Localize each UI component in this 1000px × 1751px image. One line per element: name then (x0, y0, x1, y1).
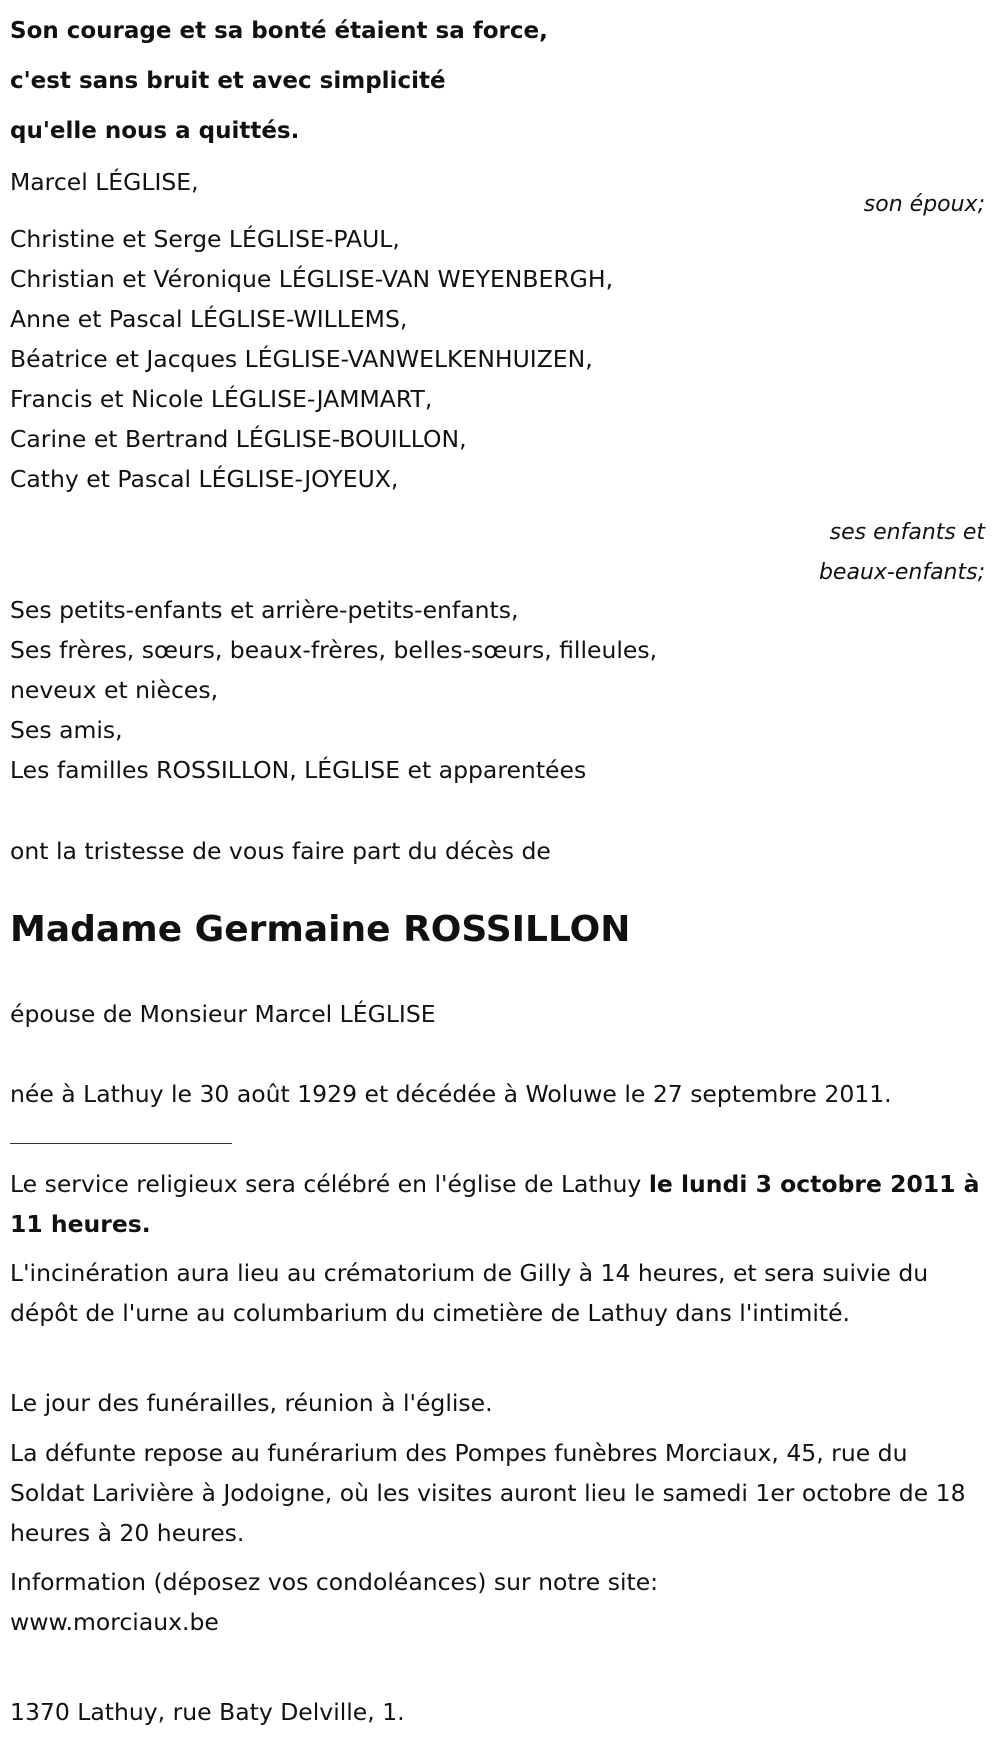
info-paragraph (10, 1562, 985, 1642)
family-line: Ses amis, (10, 716, 123, 744)
child-couple: Christine et Serge LÉGLISE-PAUL, (10, 225, 400, 253)
deceased-name: Madame Germaine ROSSILLON (10, 909, 631, 950)
birth-death (10, 1074, 990, 1114)
announcement (10, 831, 985, 871)
child-couple: Carine et Bertrand LÉGLISE-BOUILLON, (10, 425, 467, 453)
epigraph-line: qu'elle nous a quittés. (10, 118, 300, 144)
children-relation-line: beaux-enfants; (818, 560, 985, 585)
spouse-name: Marcel LÉGLISE, (10, 168, 199, 196)
spouse-relation: son époux; (863, 192, 985, 217)
family-list (10, 590, 985, 790)
service-text: Le service religieux sera célébré en l'église de Lathuy (10, 1170, 649, 1198)
family-line: Ses frères, sœurs, beaux-frères, belles-sœurs, filleules, (10, 636, 658, 664)
epigraph-line: Son courage et sa bonté étaient sa force, (10, 18, 548, 44)
family-line: Les familles ROSSILLON, LÉGLISE et apparentées (10, 756, 587, 784)
service-date: le lundi 3 octobre 2011 à 11 heures. (10, 1170, 980, 1238)
child-couple: Anne et Pascal LÉGLISE-WILLEMS, (10, 305, 408, 333)
family-line: neveux et nièces, (10, 676, 219, 704)
announcement-text: ont la tristesse de vous faire part du décès de (10, 837, 551, 865)
obituary-document (10, 0, 995, 1726)
child-couple: Béatrice et Jacques LÉGLISE-VANWELKENHUIZEN, (10, 345, 593, 373)
children-relation-line: ses enfants et (829, 520, 985, 545)
spouse-of (10, 994, 985, 1034)
child-couple: Christian et Véronique LÉGLISE-VAN WEYENBERGH, (10, 265, 614, 293)
viewing-paragraph: La défunte repose au funérarium des Pompes funèbres Morciaux, 45, rue du Soldat Larivière à Jodoigne, où les visites auront lieu le samedi 1er octobre de 18 heures à 20 heures. (10, 1439, 966, 1547)
birth-death-text: née à Lathuy le 30 août 1929 et décédée à Woluwe le 27 septembre 2011. (10, 1080, 892, 1108)
info-text: Information (déposez vos condoléances) sur notre site: (10, 1568, 659, 1596)
spouse-of-text: épouse de Monsieur Marcel LÉGLISE (10, 1000, 436, 1028)
family-line: Ses petits-enfants et arrière-petits-enfants, (10, 596, 519, 624)
cremation-paragraph: L'incinération aura lieu au crématorium de Gilly à 14 heures, et sera suivie du dépôt de l'urne au columbarium du cimetière de Lathuy dans l'intimité. (10, 1259, 929, 1327)
epigraph (10, 0, 995, 156)
child-couple: Cathy et Pascal LÉGLISE-JOYEUX, (10, 465, 399, 493)
children-list (10, 219, 985, 499)
separator-line (10, 1143, 232, 1144)
child-couple: Francis et Nicole LÉGLISE-JAMMART, (10, 385, 433, 413)
service-paragraph (10, 1164, 985, 1244)
website-link[interactable]: www.morciaux.be (10, 1608, 219, 1636)
meeting-paragraph: Le jour des funérailles, réunion à l'église. (10, 1389, 493, 1417)
children-relation (10, 513, 993, 593)
epigraph-line: c'est sans bruit et avec simplicité (10, 68, 446, 94)
address (10, 1692, 985, 1732)
address-text: 1370 Lathuy, rue Baty Delville, 1. (10, 1698, 405, 1726)
